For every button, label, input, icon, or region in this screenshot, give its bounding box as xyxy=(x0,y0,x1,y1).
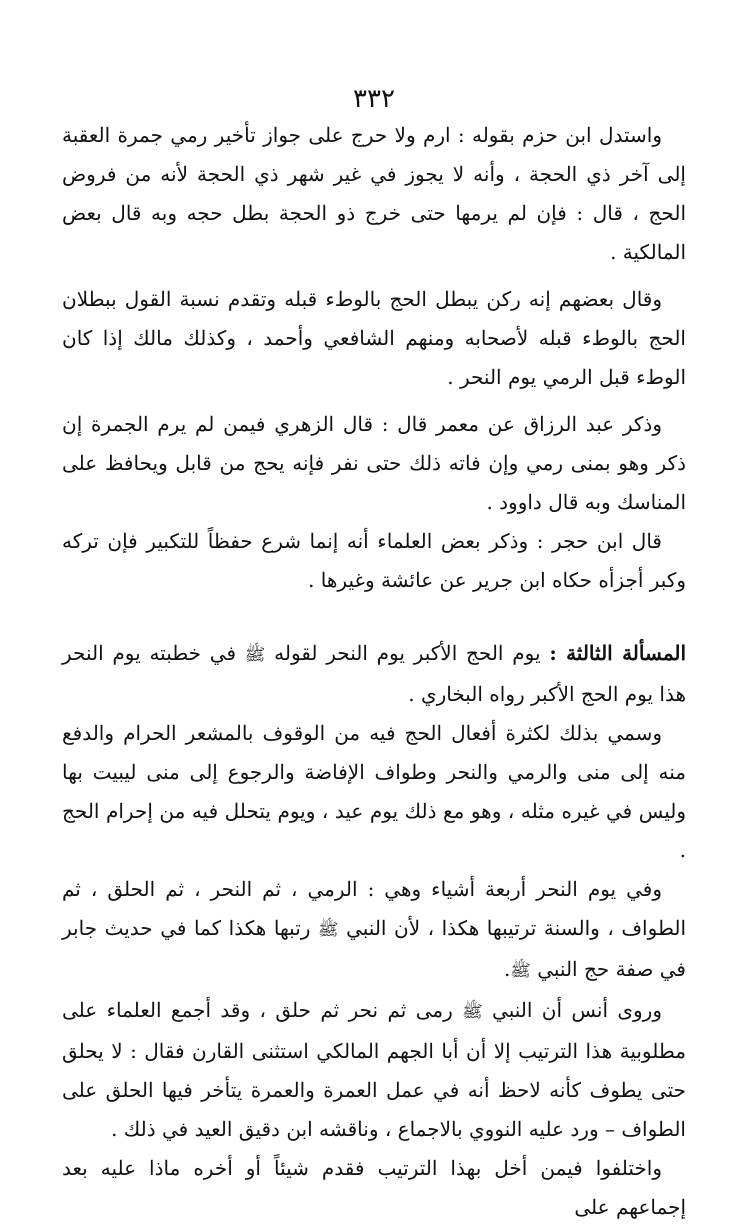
paragraph-ibn-hazm: واستدل ابن حزم بقوله : ارم ولا حرج على جواز تأخير رمي جمرة العقبة إلى آخر ذي الحجة ، وأنه لا يجوز في غير شهر ذي الحجة لأنه من فروض الحج ، قال : فإن لم يرمها حتى خرج ذو الحجة بطل حجه وبه قال بعض المالكية . xyxy=(62,123,686,264)
page-number: ٣٣٢ xyxy=(353,84,395,114)
paragraph-rukn-opinion: وقال بعضهم إنه ركن يبطل الحج بالوطء قبله وتقدم نسبة القول ببطلان الحج بالوطء قبله لأصحابه ومنهم الشافعي وأحمد ، وكذلك مالك إذا كان الوطء قبل الرمي يوم النحر . xyxy=(62,287,686,389)
paragraph-four-acts-text: وفي يوم النحر أربعة أشياء وهي : الرمي ، ثم النحر ، ثم الحلق ، ثم الطواف ، والسنة ترتيبها هكذا ، لأن النبي xyxy=(62,877,687,940)
paragraph-anas-narration xyxy=(62,991,686,1149)
salutation-glyph: ﷺ xyxy=(462,1002,483,1022)
paragraph-four-acts xyxy=(62,870,686,991)
paragraph-anas-text: وروى أنس أن النبي xyxy=(492,998,663,1022)
paragraph-anas-text-2: رمى ثم نحر ثم حلق ، وقد أجمع العلماء على مطلوبية هذا الترتيب إلا أن أبا الجهم المالكي استثنى القارن فقال : لا يحلق حتى يطوف كأنه لاحظ أنه في عمل العمرة والعمرة يتأخر فيها الحلق على الطواف – ورد عليه النووي بالاجماع ، وناقشه ابن دقيق العيد في ذلك . xyxy=(62,998,686,1141)
paragraph-four-acts-text-2: رتبها هكذا كما في حديث جابر في صفة حج النبي xyxy=(62,916,686,981)
paragraph-ibn-hajar: قال ابن حجر : وذكر بعض العلماء أنه إنما شرع حفظاً للتكبير فإن تركه وكبر أجزأه حكاه ابن جرير عن عائشة وغيرها . xyxy=(62,529,686,592)
paragraph-four-acts-end: . xyxy=(503,957,511,981)
paragraph-third-issue-text: يوم الحج الأكبر يوم النحر لقوله xyxy=(274,641,541,665)
salutation-glyph: ﷺ xyxy=(510,961,531,981)
salutation-glyph: ﷺ xyxy=(244,645,266,665)
page-body xyxy=(62,116,686,1227)
paragraph-third-issue-text-2: في خطبته يوم النحر هذا يوم الحج الأكبر رواه البخاري . xyxy=(62,641,686,706)
paragraph-disagreement: واختلفوا فيمن أخل بهذا الترتيب فقدم شيئاً أو أخره ماذا عليه بعد إجماعهم على xyxy=(62,1156,686,1219)
paragraph-third-issue xyxy=(62,634,686,714)
paragraph-naming-reason: وسمي بذلك لكثرة أفعال الحج فيه من الوقوف بالمشعر الحرام والدفع منه إلى منى والرمي والنحر وطواف الإفاضة والرجوع إلى منى ليبيت بها وليس في غيره مثله ، وهو مع ذلك يوم عيد ، ويوم يتحلل فيه من إحرام الحج . xyxy=(62,721,686,862)
paragraph-abd-al-razzaq: وذكر عبد الرزاق عن معمر قال : قال الزهري فيمن لم يرم الجمرة إن ذكر وهو بمنى رمي وإن فاته ذلك حتى نفر فإنه يحج من قابل ويحافظ على المناسك وبه قال داوود . xyxy=(62,412,686,514)
salutation-glyph: ﷺ xyxy=(317,920,339,940)
section-heading: المسألة الثالثة : xyxy=(549,641,687,665)
